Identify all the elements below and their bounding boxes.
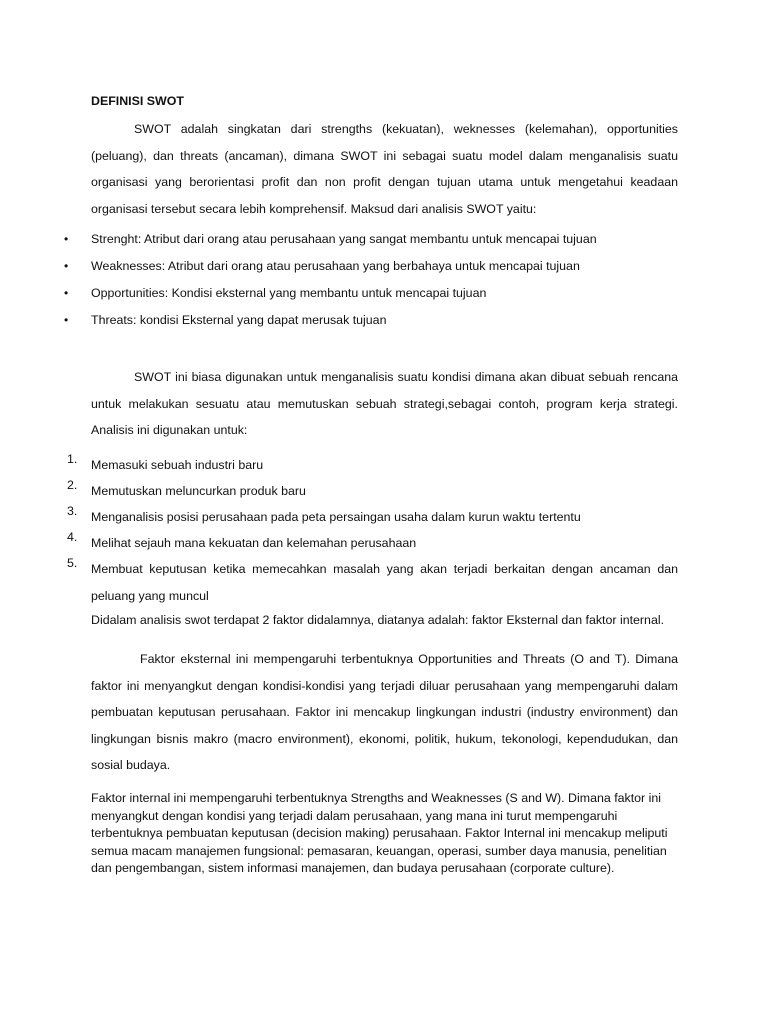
list-number: 4. [67, 530, 78, 544]
list-text: Melihat sejauh mana kekuatan dan kelemahan perusahaan [91, 536, 417, 550]
document-title: DEFINISI SWOT [91, 94, 184, 108]
list-number: 1. [67, 452, 78, 466]
list-text: Memasuki sebuah industri baru [91, 458, 264, 472]
paragraph-external-factor-text: Faktor eksternal ini mempengaruhi terbentuknya Opportunities and Threats (O and T). Dimana faktor ini menyangkut dengan kondisi-kondisi yang terjadi diluar perusahaan yang mempengaruhi dalam pembuatan keputusan perusahaan. Faktor ini mencakup lingkungan industri (industry environment) dan lingkungan bisnis makro (macro environment), ekonomi, politik, hukum, tekonologi, kependudukan, dan sosial budaya. [91, 652, 678, 772]
bullet-text-strength: Strenght: Atribut dari orang atau perusahaan yang sangat membantu untuk mencapai tujuan [91, 232, 597, 246]
list-text: Memutuskan meluncurkan produk baru [91, 484, 306, 498]
bullet-icon: • [64, 313, 69, 327]
paragraph-definition [91, 116, 678, 222]
paragraph-usage-text: SWOT ini biasa digunakan untuk menganalisis suatu kondisi dimana akan dibuat sebuah rencana untuk melakukan sesuatu atau memutuskan sebuah strategi,sebagai contoh, program kerja strategi. Analisis ini digunakan untuk: [91, 370, 678, 437]
paragraph-external-factor [91, 646, 678, 779]
list-number: 3. [67, 504, 78, 518]
paragraph-definition-text: SWOT adalah singkatan dari strengths (kekuatan), weknesses (kelemahan), opportunities (peluang), dan threats (ancaman), dimana SWOT ini sebagai suatu model dalam menganalisis suatu organisasi yang berorientasi profit dan non profit dengan tujuan utama untuk mengetahui keadaan organisasi tersebut secara lebih komprehensif. Maksud dari analisis SWOT yaitu: [91, 122, 678, 216]
paragraph-usage [91, 364, 678, 444]
list-number: 5. [67, 556, 78, 570]
bullet-icon: • [64, 286, 69, 300]
paragraph-internal-factor: Faktor internal ini mempengaruhi terbentuknya Strengths and Weaknesses (S and W). Dimana faktor ini menyangkut dengan kondisi yang terjadi dalam perusahaan, yang mana ini turut mempengaruhi terbentuknya pembuatan keputusan (decision making) perusahaan. Faktor Internal ini mencakup meliputi semua macam manajemen fungsional: pemasaran, keuangan, operasi, sumber daya manusia, penelitian dan pengembangan, sistem informasi manajemen, dan budaya perusahaan (corporate culture). [91, 791, 668, 875]
list-text: Membuat keputusan ketika memecahkan masalah yang akan terjadi berkaitan dengan ancaman dan peluang yang muncul [91, 562, 678, 603]
list-number: 2. [67, 478, 78, 492]
paragraph-factors: Didalam analisis swot terdapat 2 faktor didalamnya, diatanya adalah: faktor Eksternal dan faktor internal. [91, 613, 665, 627]
bullet-icon: • [64, 259, 69, 273]
bullet-text-opportunities: Opportunities: Kondisi eksternal yang membantu untuk mencapai tujuan [91, 286, 487, 300]
list-text: Menganalisis posisi perusahaan pada peta persaingan usaha dalam kurun waktu tertentu [91, 510, 581, 524]
bullet-text-threats: Threats: kondisi Eksternal yang dapat merusak tujuan [91, 313, 387, 327]
bullet-text-weakness: Weaknesses: Atribut dari orang atau perusahaan yang berbahaya untuk mencapai tujuan [91, 259, 580, 273]
bullet-icon: • [64, 232, 69, 246]
